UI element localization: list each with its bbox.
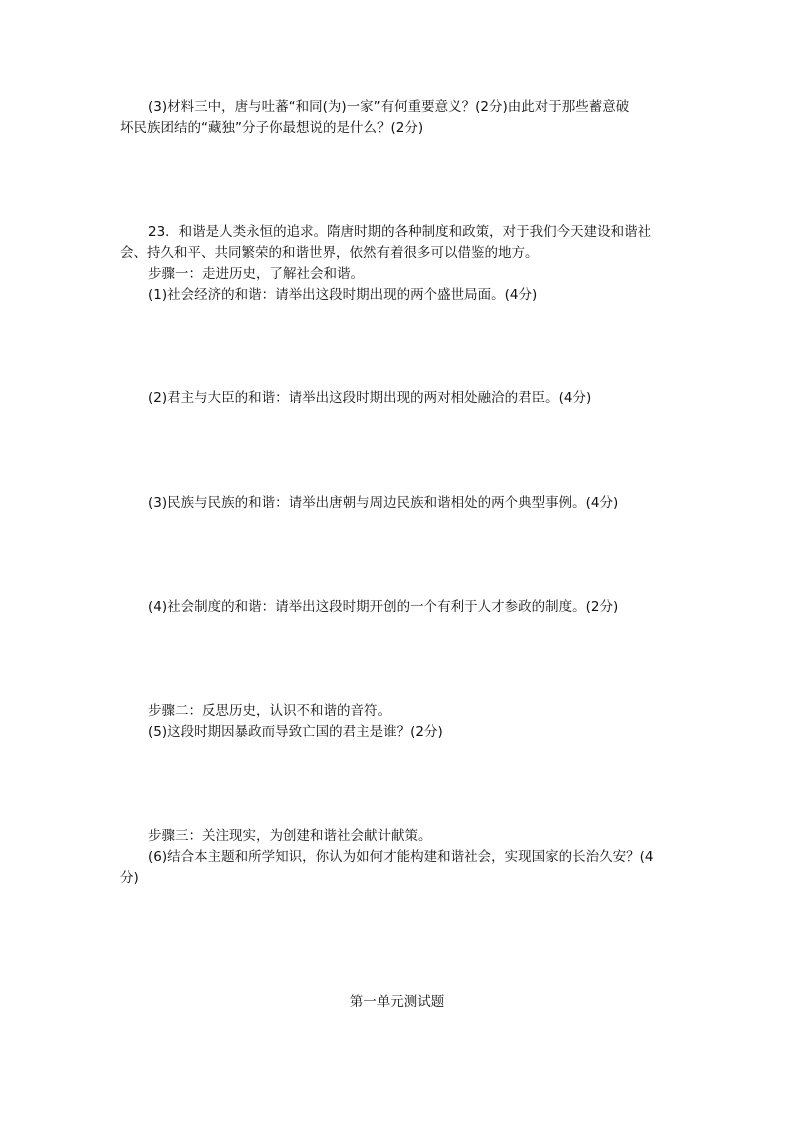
sub-question-3: (3)民族与民族的和谐：请举出唐朝与周边民族和谐相处的两个典型事例。(4分) — [148, 495, 619, 511]
q22-3-line-2: 坏民族团结的“藏独”分子你最想说的是什么？(2分) — [120, 120, 424, 136]
sub-question-1: (1)社会经济的和谐：请举出这段时期出现的两个盛世局面。(4分) — [148, 287, 538, 303]
sub-question-6-line-2: 分) — [120, 870, 139, 886]
sub-question-6-line-1: (6)结合本主题和所学知识，你认为如何才能构建和谐社会，实现国家的长治久安？(4 — [148, 849, 654, 865]
sub-question-5: (5)这段时期因暴政而导致亡国的君主是谁？(2分) — [148, 724, 443, 740]
step-1-heading: 步骤一：走进历史，了解社会和谐。 — [148, 266, 364, 282]
sub-question-4: (4)社会制度的和谐：请举出这段时期开创的一个有利于人才参政的制度。(2分) — [148, 599, 619, 615]
q23-intro-line-1: 23．和谐是人类永恒的追求。隋唐时期的各种制度和政策，对于我们今天建设和谐社 — [148, 224, 652, 240]
step-2-heading: 步骤二：反思历史，认识不和谐的音符。 — [148, 703, 391, 719]
page-footer-title: 第一单元测试题 — [349, 994, 445, 1010]
q22-3-line-1: (3)材料三中，唐与吐蕃“和同(为)一家”有何重要意义？(2分)由此对于那些蓄意破 — [148, 99, 630, 115]
step-3-heading: 步骤三：关注现实，为创建和谐社会献计献策。 — [148, 828, 432, 844]
sub-question-2: (2)君主与大臣的和谐：请举出这段时期出现的两对相处融洽的君臣。(4分) — [148, 390, 592, 406]
q23-intro-line-2: 会、持久和平、共同繁荣的和谐世界，依然有着很多可以借鉴的地方。 — [120, 245, 539, 261]
